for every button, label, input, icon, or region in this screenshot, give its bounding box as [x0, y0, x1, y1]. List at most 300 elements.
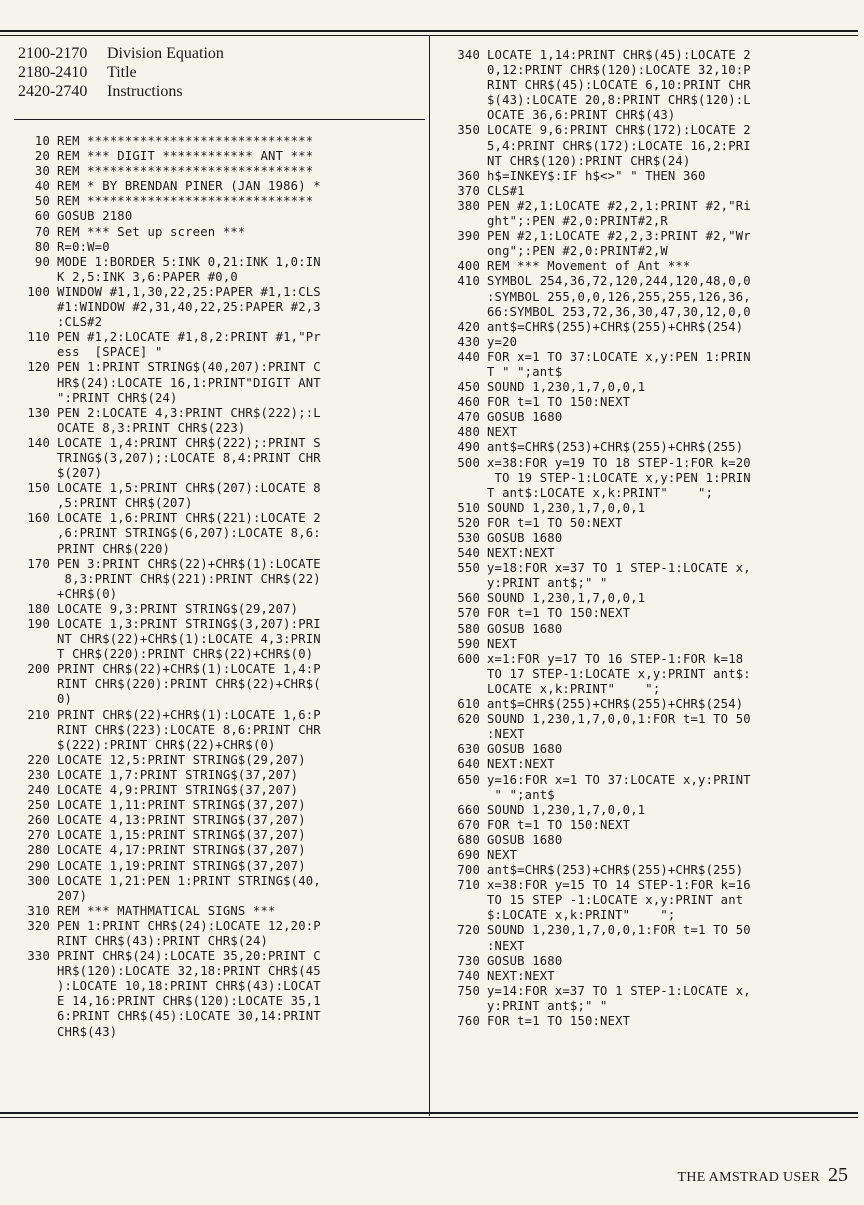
line-number: 80 [34, 239, 50, 254]
line-number [444, 154, 480, 169]
code-line-continuation [14, 738, 426, 753]
code-line-continuation [14, 587, 426, 602]
range-label: Division Equation [107, 45, 224, 62]
code-text: LOCATE 1,7:PRINT STRING$(37,207) [57, 767, 299, 782]
code-text: NEXT [487, 847, 518, 862]
code-text: HR$(24):LOCATE 16,1:PRINT"DIGIT ANT [57, 375, 321, 390]
code-line [444, 410, 860, 425]
code-text: $(43):LOCATE 20,8:PRINT CHR$(120):L [487, 93, 751, 108]
code-text: NT CHR$(22)+CHR$(1):LOCATE 4,3:PRIN [57, 632, 321, 647]
code-text: LOCATE 1,11:PRINT STRING$(37,207) [57, 798, 306, 813]
line-number [14, 391, 50, 406]
code-line-continuation [444, 939, 860, 954]
code-text: " ";ant$ [487, 787, 555, 802]
line-number: 700 [457, 863, 480, 878]
code-text: FOR t=1 TO 150:NEXT [487, 1014, 631, 1028]
code-text: x=38:FOR y=15 TO 14 STEP-1:FOR k=16 [487, 878, 751, 893]
range-row [18, 82, 423, 101]
code-line [444, 622, 860, 637]
code-text: RINT CHR$(223):LOCATE 8,6:PRINT CHR [57, 722, 321, 737]
range-row [18, 44, 423, 63]
line-number [14, 723, 50, 738]
magazine-title: THE AMSTRAD USER [677, 1170, 820, 1185]
range-label: Instructions [107, 83, 183, 100]
column-divider [429, 36, 430, 1116]
code-line [444, 335, 860, 350]
line-number [444, 893, 480, 908]
line-number: 200 [27, 662, 50, 677]
code-line-continuation [444, 486, 860, 501]
code-text: +CHR$(0) [57, 586, 118, 601]
code-line [444, 712, 860, 727]
line-number [444, 108, 480, 123]
line-number: 370 [457, 183, 480, 198]
code-text: REM ****************************** [57, 164, 314, 179]
line-number: 110 [27, 330, 50, 345]
line-number [14, 345, 50, 360]
code-line [444, 652, 860, 667]
line-number [14, 315, 50, 330]
line-number [14, 496, 50, 511]
code-text: REM * BY BRENDAN PINER (JAN 1986) * [57, 179, 321, 194]
code-text: $:LOCATE x,k:PRINT" "; [487, 908, 676, 923]
line-number: 100 [27, 284, 50, 299]
code-line-continuation [444, 305, 860, 320]
code-text: SOUND 1,230,1,7,0,0,1 [487, 591, 646, 606]
line-number [14, 270, 50, 285]
code-text: 6:PRINT CHR$(45):LOCATE 30,14:PRINT [57, 1009, 321, 1024]
code-text: MODE 1:BORDER 5:INK 0,21:INK 1,0:IN [57, 254, 321, 269]
code-text: NEXT:NEXT [487, 968, 555, 983]
code-text: ":PRINT CHR$(24) [57, 390, 178, 405]
code-text: LOCATE 1,14:PRINT CHR$(45):LOCATE 2 [487, 48, 751, 62]
code-line [14, 859, 426, 874]
code-text: T ant$:LOCATE x,k:PRINT" "; [487, 485, 714, 500]
code-line [444, 561, 860, 576]
line-number: 310 [27, 903, 50, 918]
line-number: 680 [457, 832, 480, 847]
code-text: ant$=CHR$(255)+CHR$(255)+CHR$(254) [487, 319, 744, 334]
code-text: WINDOW #1,1,30,22,25:PAPER #1,1:CLS [57, 284, 321, 299]
code-line [14, 753, 426, 768]
top-rule [0, 30, 858, 32]
line-number [444, 788, 480, 803]
code-text: OCATE 8,3:PRINT CHR$(223) [57, 420, 246, 435]
code-text: PEN #1,2:LOCATE #1,8,2:PRINT #1,"Pr [57, 330, 321, 345]
line-range-table [18, 44, 423, 101]
line-number: 210 [27, 707, 50, 722]
code-text: PRINT CHR$(24):LOCATE 35,20:PRINT C [57, 949, 321, 964]
code-line [444, 531, 860, 546]
code-line-continuation [14, 723, 426, 738]
line-number: 300 [27, 873, 50, 888]
code-line [14, 285, 426, 300]
code-text: REM *** Movement of Ant *** [487, 259, 691, 274]
code-text: LOCATE 4,9:PRINT STRING$(37,207) [57, 783, 299, 798]
code-line-continuation [444, 908, 860, 923]
line-number: 30 [34, 164, 50, 179]
code-line-continuation [444, 290, 860, 305]
line-number: 760 [457, 1014, 480, 1028]
line-number: 490 [457, 440, 480, 455]
line-number: 280 [27, 843, 50, 858]
line-number [14, 632, 50, 647]
line-number: 730 [457, 953, 480, 968]
line-number: 610 [457, 697, 480, 712]
code-text: LOCATE 1,19:PRINT STRING$(37,207) [57, 858, 306, 873]
line-number [444, 727, 480, 742]
range-label: Title [107, 64, 137, 81]
code-text: ght";:PEN #2,0:PRINT#2,R [487, 214, 668, 229]
line-number: 290 [27, 858, 50, 873]
line-number: 60 [34, 209, 50, 224]
code-text: :SYMBOL 255,0,0,126,255,255,126,36, [487, 289, 751, 304]
code-text: CHR$(43) [57, 1024, 118, 1039]
code-line [14, 406, 426, 421]
code-line-continuation [14, 1009, 426, 1024]
code-line [14, 843, 426, 858]
code-text: FOR x=1 TO 37:LOCATE x,y:PEN 1:PRIN [487, 349, 751, 364]
code-text: PRINT CHR$(22)+CHR$(1):LOCATE 1,6:P [57, 707, 321, 722]
code-line [444, 803, 860, 818]
line-number: 580 [457, 621, 480, 636]
line-number [444, 939, 480, 954]
code-line [14, 225, 426, 240]
line-number: 630 [457, 742, 480, 757]
line-number: 670 [457, 817, 480, 832]
code-line-continuation [14, 934, 426, 949]
code-text: TO 19 STEP-1:LOCATE x,y:PEN 1:PRIN [487, 470, 751, 485]
code-line [444, 184, 860, 199]
line-number [444, 305, 480, 320]
code-line [444, 456, 860, 471]
line-number [444, 999, 480, 1014]
line-number: 410 [457, 274, 480, 289]
code-line [444, 818, 860, 833]
line-number: 600 [457, 651, 480, 666]
code-line-continuation [14, 677, 426, 692]
code-line [14, 602, 426, 617]
code-text: REM ****************************** [57, 194, 314, 209]
code-line [14, 783, 426, 798]
line-number: 160 [27, 511, 50, 526]
code-line-continuation [444, 154, 860, 169]
code-text: 0,12:PRINT CHR$(120):LOCATE 32,10:P [487, 63, 751, 78]
code-line [444, 425, 860, 440]
line-number: 560 [457, 591, 480, 606]
line-number [444, 78, 480, 93]
code-text: HR$(120):LOCATE 32,18:PRINT CHR$(45 [57, 964, 321, 979]
line-number: 270 [27, 828, 50, 843]
line-number: 20 [34, 149, 50, 164]
code-line-continuation [444, 471, 860, 486]
code-line-continuation [444, 788, 860, 803]
code-line [444, 742, 860, 757]
code-line [14, 360, 426, 375]
line-number: 260 [27, 813, 50, 828]
code-line [444, 833, 860, 848]
line-number [14, 692, 50, 707]
code-line [14, 949, 426, 964]
code-line [14, 708, 426, 723]
line-number: 40 [34, 179, 50, 194]
basic-listing-right [444, 48, 860, 1029]
line-number [14, 677, 50, 692]
code-line-continuation [14, 692, 426, 707]
line-number [14, 572, 50, 587]
line-number [14, 300, 50, 315]
code-line [444, 637, 860, 652]
code-line [14, 134, 426, 149]
line-number: 420 [457, 319, 480, 334]
code-text: y:PRINT ant$;" " [487, 998, 608, 1013]
code-line-continuation [444, 667, 860, 682]
code-line [14, 209, 426, 224]
code-text: T " ";ant$ [487, 364, 563, 379]
line-number: 520 [457, 515, 480, 530]
line-number: 650 [457, 772, 480, 787]
code-text: GOSUB 1680 [487, 832, 563, 847]
code-line-continuation [14, 572, 426, 587]
code-text: LOCATE 1,5:PRINT CHR$(207):LOCATE 8 [57, 481, 321, 496]
line-number [14, 738, 50, 753]
code-text: ,5:PRINT CHR$(207) [57, 496, 193, 511]
code-line [444, 923, 860, 938]
code-line [14, 511, 426, 526]
line-number [444, 93, 480, 108]
code-text: y=14:FOR x=37 TO 1 STEP-1:LOCATE x, [487, 983, 751, 998]
code-line [444, 320, 860, 335]
line-number: 430 [457, 334, 480, 349]
code-line-continuation [444, 682, 860, 697]
line-number [14, 994, 50, 1009]
line-number [14, 542, 50, 557]
line-number [444, 244, 480, 259]
code-text: y=16:FOR x=1 TO 37:LOCATE x,y:PRINT [487, 772, 751, 787]
code-line [444, 199, 860, 214]
code-text: K 2,5:INK 3,6:PAPER #0,0 [57, 269, 238, 284]
line-number [14, 1025, 50, 1040]
code-line [444, 757, 860, 772]
code-text: GOSUB 2180 [57, 209, 133, 224]
code-line-continuation [444, 78, 860, 93]
line-number [444, 214, 480, 229]
line-number: 360 [457, 168, 480, 183]
line-number: 240 [27, 783, 50, 798]
line-number: 500 [457, 455, 480, 470]
line-number [444, 486, 480, 501]
code-text: LOCATE 12,5:PRINT STRING$(29,207) [57, 752, 306, 767]
line-number: 720 [457, 923, 480, 938]
code-text: GOSUB 1680 [487, 531, 563, 545]
code-line-continuation [444, 108, 860, 123]
code-text: RINT CHR$(45):LOCATE 6,10:PRINT CHR [487, 78, 751, 93]
code-line [444, 984, 860, 999]
code-line [14, 617, 426, 632]
code-line [14, 828, 426, 843]
code-line [444, 440, 860, 455]
line-number [444, 365, 480, 380]
line-number [14, 979, 50, 994]
code-text: GOSUB 1680 [487, 953, 563, 968]
code-text: x=38:FOR y=19 TO 18 STEP-1:FOR k=20 [487, 455, 751, 470]
code-line-continuation [444, 576, 860, 591]
line-number [14, 466, 50, 481]
code-line-continuation [444, 999, 860, 1014]
code-line-continuation [444, 893, 860, 908]
code-text: LOCATE x,k:PRINT" "; [487, 681, 661, 696]
code-line [14, 330, 426, 345]
code-text: ):LOCATE 10,18:PRINT CHR$(43):LOCAT [57, 979, 321, 994]
code-line [444, 606, 860, 621]
code-line-continuation [14, 889, 426, 904]
code-line [444, 954, 860, 969]
code-text: REM *** Set up screen *** [57, 224, 246, 239]
code-line [14, 164, 426, 179]
code-line-continuation [14, 542, 426, 557]
line-number [444, 63, 480, 78]
code-text: LOCATE 1,4:PRINT CHR$(222);:PRINT S [57, 435, 321, 450]
code-text: NEXT [487, 636, 518, 651]
code-text: 8,3:PRINT CHR$(221):PRINT CHR$(22) [57, 571, 321, 586]
code-line [14, 904, 426, 919]
code-text: x=1:FOR y=17 TO 16 STEP-1:FOR k=18 [487, 651, 744, 666]
line-number: 350 [457, 123, 480, 138]
code-line [444, 591, 860, 606]
code-text: :NEXT [487, 938, 525, 953]
code-line [14, 481, 426, 496]
code-line [444, 878, 860, 893]
code-line-continuation [444, 244, 860, 259]
line-number: 90 [34, 254, 50, 269]
line-number [14, 376, 50, 391]
line-number: 380 [457, 198, 480, 213]
code-text: LOCATE 1,21:PEN 1:PRINT STRING$(40, [57, 873, 321, 888]
page-footer [678, 1164, 848, 1187]
code-text: FOR t=1 TO 150:NEXT [487, 606, 631, 621]
code-text: GOSUB 1680 [487, 410, 563, 425]
code-line-continuation [444, 139, 860, 154]
line-number: 190 [27, 617, 50, 631]
code-line [14, 813, 426, 828]
line-number: 50 [34, 194, 50, 209]
code-text: NT CHR$(120):PRINT CHR$(24) [487, 153, 691, 168]
line-number: 510 [457, 500, 480, 515]
code-line [14, 557, 426, 572]
line-number [444, 576, 480, 591]
line-number [444, 682, 480, 697]
line-number: 230 [27, 767, 50, 782]
code-text: SOUND 1,230,1,7,0,0,1:FOR t=1 TO 50 [487, 712, 751, 727]
code-text: PEN 1:PRINT STRING$(40,207):PRINT C [57, 360, 321, 375]
code-text: y=20 [487, 334, 518, 349]
code-line [14, 179, 426, 194]
code-line [444, 773, 860, 788]
code-text: LOCATE 1,3:PRINT STRING$(3,207):PRI [57, 617, 321, 631]
line-number [14, 934, 50, 949]
line-number: 130 [27, 405, 50, 420]
code-line-continuation [444, 63, 860, 78]
code-line [444, 259, 860, 274]
code-text: :NEXT [487, 727, 525, 742]
code-line-continuation [14, 391, 426, 406]
line-number: 460 [457, 395, 480, 410]
code-text: PEN #2,1:LOCATE #2,2,1:PRINT #2,"Ri [487, 198, 751, 213]
line-number [14, 587, 50, 602]
line-number: 330 [27, 949, 50, 964]
code-text: SOUND 1,230,1,7,0,0,1 [487, 380, 646, 395]
line-number: 120 [27, 360, 50, 375]
code-text: ant$=CHR$(255)+CHR$(255)+CHR$(254) [487, 697, 744, 712]
code-line-continuation [14, 300, 426, 315]
bottom-rule-thin [0, 1117, 858, 1118]
code-text: 0) [57, 692, 73, 707]
line-number [444, 139, 480, 154]
code-text: NEXT:NEXT [487, 546, 555, 561]
line-number [444, 471, 480, 486]
code-text: RINT CHR$(220):PRINT CHR$(22)+CHR$( [57, 677, 321, 692]
page-number: 25 [828, 1164, 848, 1186]
code-line-continuation [14, 526, 426, 541]
bottom-rule [0, 1112, 858, 1114]
code-text: PRINT CHR$(22)+CHR$(1):LOCATE 1,4:P [57, 662, 321, 677]
code-line [444, 169, 860, 184]
code-text: NEXT:NEXT [487, 757, 555, 772]
code-text: FOR t=1 TO 150:NEXT [487, 395, 631, 410]
code-text: $(207) [57, 466, 103, 481]
code-text: GOSUB 1680 [487, 621, 563, 636]
line-number: 320 [27, 918, 50, 933]
line-number: 590 [457, 636, 480, 651]
line-number: 150 [27, 481, 50, 496]
code-text: FOR t=1 TO 150:NEXT [487, 817, 631, 832]
line-number: 750 [457, 983, 480, 998]
line-number: 180 [27, 601, 50, 616]
code-line [444, 123, 860, 138]
code-line [14, 194, 426, 209]
code-text: y:PRINT ant$;" " [487, 576, 608, 591]
ranges-rule [14, 119, 425, 120]
code-text: h$=INKEY$:IF h$<>" " THEN 360 [487, 168, 706, 183]
code-text: LOCATE 4,13:PRINT STRING$(37,207) [57, 813, 306, 828]
code-line-continuation [14, 647, 426, 662]
code-text: 5,4:PRINT CHR$(172):LOCATE 16,2:PRI [487, 138, 751, 153]
line-number [14, 964, 50, 979]
code-text: SOUND 1,230,1,7,0,0,1 [487, 500, 646, 515]
code-text: GOSUB 1680 [487, 742, 563, 757]
code-text: ong";:PEN #2,0:PRINT#2,W [487, 244, 668, 259]
code-text: $(222):PRINT CHR$(22)+CHR$(0) [57, 737, 276, 752]
code-text: y=18:FOR x=37 TO 1 STEP-1:LOCATE x, [487, 561, 751, 576]
range-lines: 2180-2410 [18, 64, 88, 81]
line-number: 540 [457, 546, 480, 561]
code-text: LOCATE 4,17:PRINT STRING$(37,207) [57, 843, 306, 858]
line-number [444, 290, 480, 305]
line-number: 570 [457, 606, 480, 621]
line-number [14, 451, 50, 466]
code-text: LOCATE 1,15:PRINT STRING$(37,207) [57, 828, 306, 843]
code-line [444, 395, 860, 410]
line-number: 10 [34, 134, 50, 148]
code-text: 66:SYMBOL 253,72,36,30,47,30,12,0,0 [487, 304, 751, 319]
line-number: 70 [34, 224, 50, 239]
code-line [444, 48, 860, 63]
code-text: TO 15 STEP -1:LOCATE x,y:PRINT ant [487, 893, 744, 908]
code-text: T CHR$(220):PRINT CHR$(22)+CHR$(0) [57, 647, 314, 662]
code-text: PEN #2,1:LOCATE #2,2,3:PRINT #2,"Wr [487, 229, 751, 244]
line-number: 620 [457, 712, 480, 727]
line-number: 470 [457, 410, 480, 425]
